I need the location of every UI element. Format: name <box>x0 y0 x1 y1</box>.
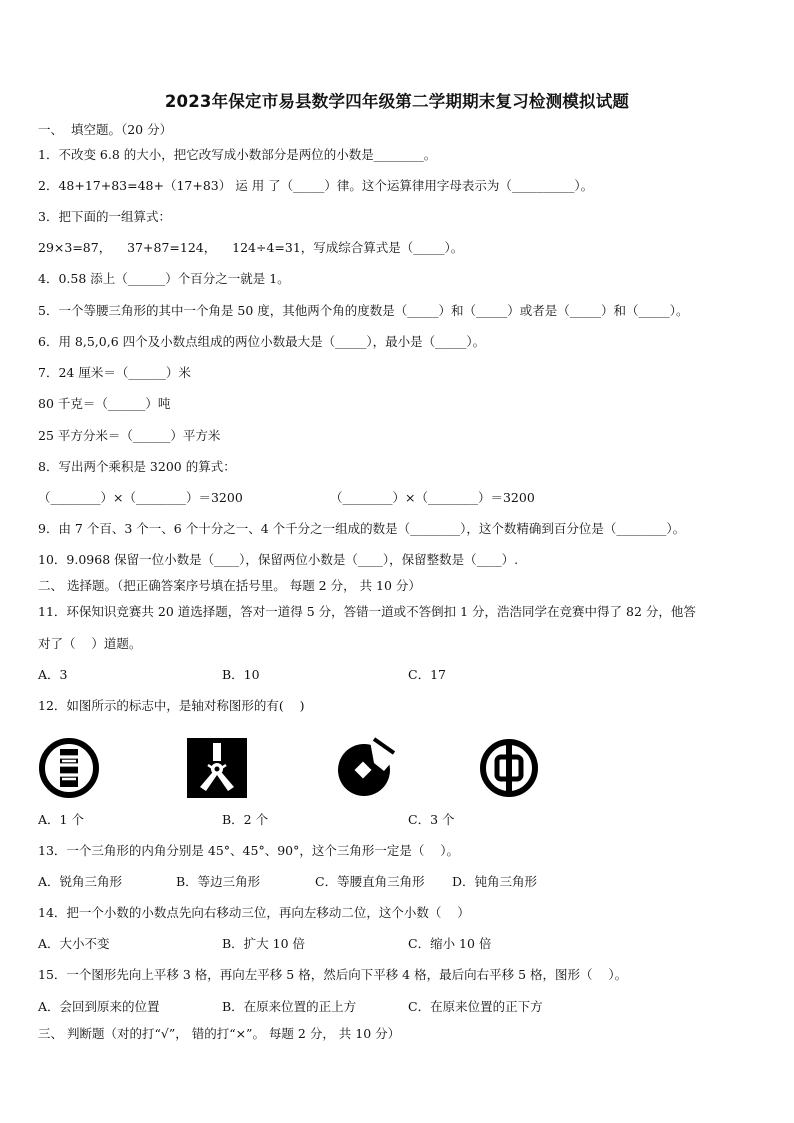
boc-logo <box>476 735 542 801</box>
q15-option-c: C．在原来位置的正下方 <box>408 999 543 1014</box>
page-title: 2023年保定市易县数学四年级第二学期期末复习检测模拟试题 <box>164 92 630 111</box>
question-7c: 25 平方分米＝（______）平方米 <box>38 428 221 443</box>
question-5: 5．一个等腰三角形的其中一个角是 50 度，其他两个角的度数是（_____）和（_____）或者是（_____）和（_____）。 <box>38 303 689 318</box>
q11-option-c: C．17 <box>408 667 446 682</box>
question-15: 15．一个图形先向上平移 3 格，再向左平移 5 格，然后向下平移 4 格，最后向右平移 5 格，图形（ ）。 <box>38 967 628 982</box>
question-3-equations: 29×3=87， 37+87=124， 124÷4=31，写成综合算式是（_____）。 <box>38 240 464 255</box>
q13-option-a: A．锐角三角形 <box>38 874 123 889</box>
q11-option-b: B．10 <box>222 667 260 682</box>
section-heading-judge: 三、 判断题（对的打“√”， 错的打“×”。 每题 2 分， 共 10 分） <box>38 1026 401 1041</box>
q15-option-b: B．在原来位置的正上方 <box>222 999 357 1014</box>
section-heading-choice: 二、 选择题。（把正确答案序号填在括号里。 每题 2 分， 共 10 分） <box>38 578 421 593</box>
question-12: 12．如图所示的标志中，是轴对称图形的有( ) <box>38 698 305 713</box>
question-14: 14．把一个小数的小数点先向右移动三位，再向左移动二位，这个小数（ ） <box>38 905 470 920</box>
question-2: 2．48+17+83=48+（17+83） 运 用 了（_____）律。这个运算律用字母表示为（__________）。 <box>38 178 594 193</box>
abc-logo <box>184 735 250 801</box>
question-6: 6．用 8,5,0,6 四个及小数点组成的两位小数最大是（_____），最小是（_____）。 <box>38 334 486 349</box>
question-8-blank-b: （________）×（________）＝3200 <box>330 490 535 505</box>
question-4: 4．0.58 添上（______）个百分之一就是 1。 <box>38 271 290 286</box>
question-11-cont: 对了（ ）道题。 <box>38 636 142 651</box>
question-8-blank-a: （________）×（________）＝3200 <box>38 490 243 505</box>
q15-option-a: A．会回到原来的位置 <box>38 999 160 1014</box>
section-heading-fill: 一、 填空题。（20 分） <box>38 122 173 137</box>
question-9: 9．由 7 个百、3 个一、6 个十分之一、4 个千分之一组成的数是（________），这个数精确到百分位是（________）。 <box>38 521 686 536</box>
q14-option-b: B．扩大 10 倍 <box>222 936 306 951</box>
ccb-logo <box>334 735 400 801</box>
icbc-logo <box>36 735 102 801</box>
question-1: 1．不改变 6.8 的大小，把它改写成小数部分是两位的小数是________。 <box>38 147 437 162</box>
q14-option-c: C．缩小 10 倍 <box>408 936 492 951</box>
question-13: 13．一个三角形的内角分别是 45°、45°、90°，这个三角形一定是（ ）。 <box>38 843 459 858</box>
q13-option-d: D．钝角三角形 <box>452 874 538 889</box>
question-11: 11．环保知识竞赛共 20 道选择题，答对一道得 5 分，答错一道或不答倒扣 1 分，浩浩同学在竞赛中得了 82 分，他答 <box>38 604 696 619</box>
q13-option-c: C．等腰直角三角形 <box>315 874 425 889</box>
q13-option-b: B．等边三角形 <box>176 874 261 889</box>
question-8: 8．写出两个乘积是 3200 的算式： <box>38 459 236 474</box>
question-7a: 7．24 厘米＝（______）米 <box>38 365 191 380</box>
q12-option-c: C．3 个 <box>408 812 455 827</box>
q14-option-a: A．大小不变 <box>38 936 110 951</box>
question-3: 3．把下面的一组算式： <box>38 209 171 224</box>
q12-option-b: B．2 个 <box>222 812 269 827</box>
question-7b: 80 千克＝（______）吨 <box>38 396 171 411</box>
q12-option-a: A．1 个 <box>38 812 84 827</box>
q11-option-a: A．3 <box>38 667 68 682</box>
question-10: 10．9.0968 保留一位小数是（____），保留两位小数是（____），保留整数是（____）. <box>38 552 519 567</box>
